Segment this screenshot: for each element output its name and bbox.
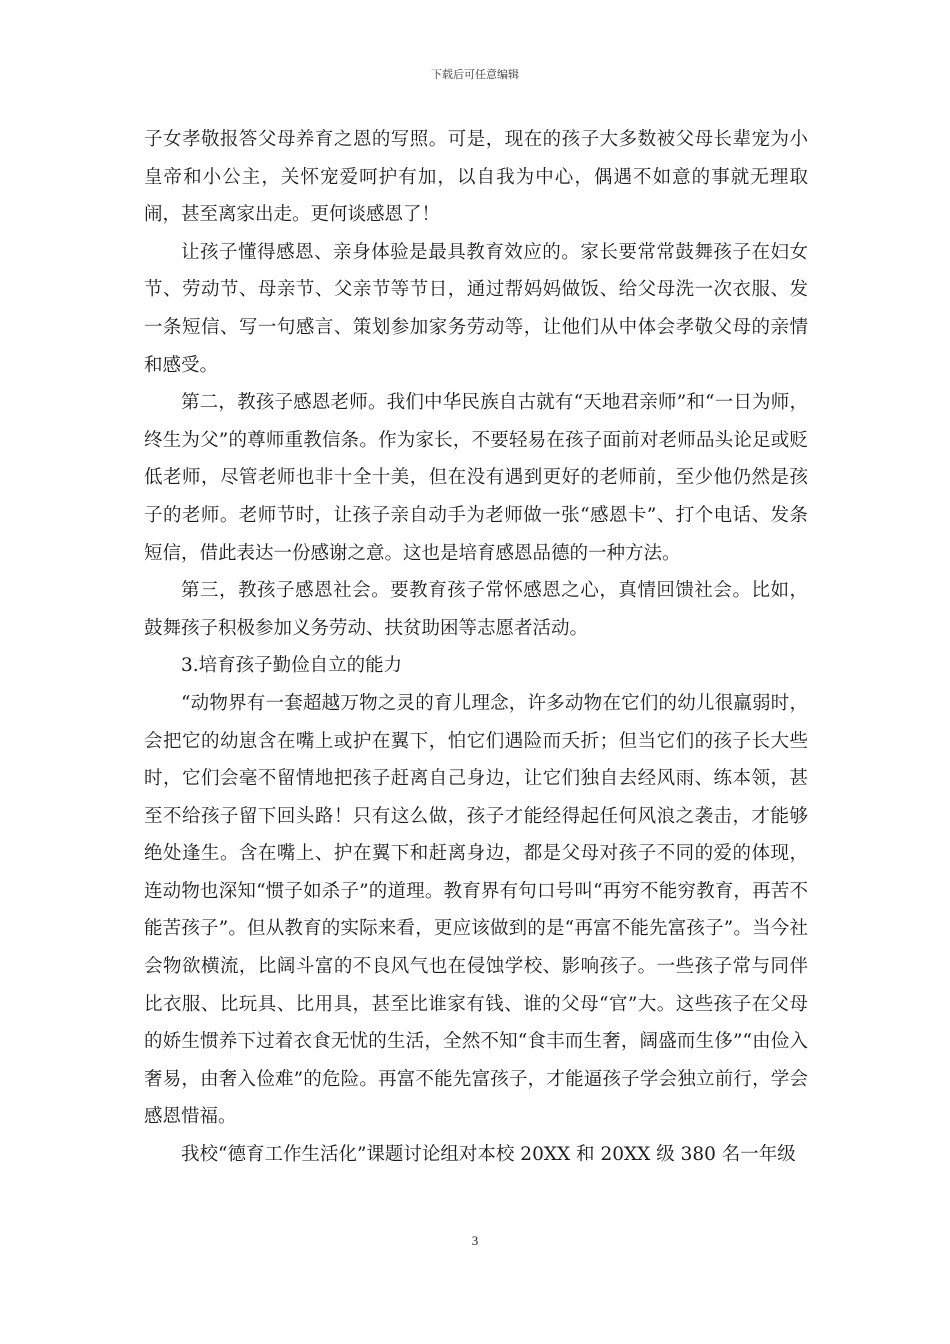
paragraph: 让孩子懂得感恩、亲身体验是最具教育效应的。家长要常常鼓舞孩子在妇女节、劳动节、母亲节、父亲节等节日，通过帮妈妈做饭、给父母洗一次衣服、发一条短信、写一句感言、策划参加家务劳动等，让他们从中体会孝敬父母的亲情和感受。 [144, 241, 808, 376]
section-heading: 3.培育孩子勤俭自立的能力 [181, 655, 403, 677]
page-header: 下载后可任意编辑 [431, 68, 519, 81]
paragraph: 第三，教孩子感恩社会。要教育孩子常怀感恩之心，真情回馈社会。比如，鼓舞孩子积极参加义务劳动、扶贫助困等志愿者活动。 [144, 580, 808, 639]
paragraph: 第二，教孩子感恩老师。我们中华民族自古就有“天地君亲师”和“一日为师，终生为父”的尊师重教信条。作为家长，不要轻易在孩子面前对老师品头论足或贬低老师，尽管老师也非十全十美，但在没有遇到更好的老师前，至少他仍然是孩子的老师。老师节时，让孩子亲自动手为老师做一张“感恩卡”、打个电话、发条短信，借此表达一份感谢之意。这也是培育感恩品德的一种方法。 [144, 392, 808, 564]
paragraph: “动物界有一套超越万物之灵的育儿理念，许多动物在它们的幼儿很羸弱时，会把它的幼崽含在嘴上或护在翼下，怕它们遇险而夭折；但当它们的孩子长大些时，它们会毫不留情地把孩子赶离自己身边，让它们独自去经风雨、练本领，甚至不给孩子留下回头路！只有这么做，孩子才能经得起任何风浪之袭击，才能够绝处逢生。含在嘴上、护在翼下和赶离身边，都是父母对孩子不同的爱的体现，连动物也深知“惯子如杀子”的道理。教育界有句口号叫“再穷不能穷教育，再苦不能苦孩子”。但从教育的实际来看，更应该做到的是“再富不能先富孩子”。当今社会物欲横流，比阔斗富的不良风气也在侵蚀学校、影响孩子。一些孩子常与同伴比衣服、比玩具、比用具，甚至比谁家有钱、谁的父母“官”大。这些孩子在父母的娇生惯养下过着衣食无忧的生活，全然不知“食丰而生奢，阔盛而生侈”“由俭入奢易，由奢入俭难”的危险。再富不能先富孩子，才能逼孩子学会独立前行，学会感恩惜福。 [144, 692, 808, 1128]
document-body [144, 121, 808, 1174]
paragraph: 子女孝敬报答父母养育之恩的写照。可是，现在的孩子大多数被父母长辈宠为小皇帝和小公主，关怀宠爱呵护有加，以自我为中心，偶遇不如意的事就无理取闹，甚至离家出走。更何谈感恩了！ [144, 129, 808, 226]
paragraph: 我校“德育工作生活化”课题讨论组对本校 20XX 和 20XX 级 380 名一年级 [181, 1144, 796, 1166]
page-number: 3 [471, 1233, 479, 1248]
